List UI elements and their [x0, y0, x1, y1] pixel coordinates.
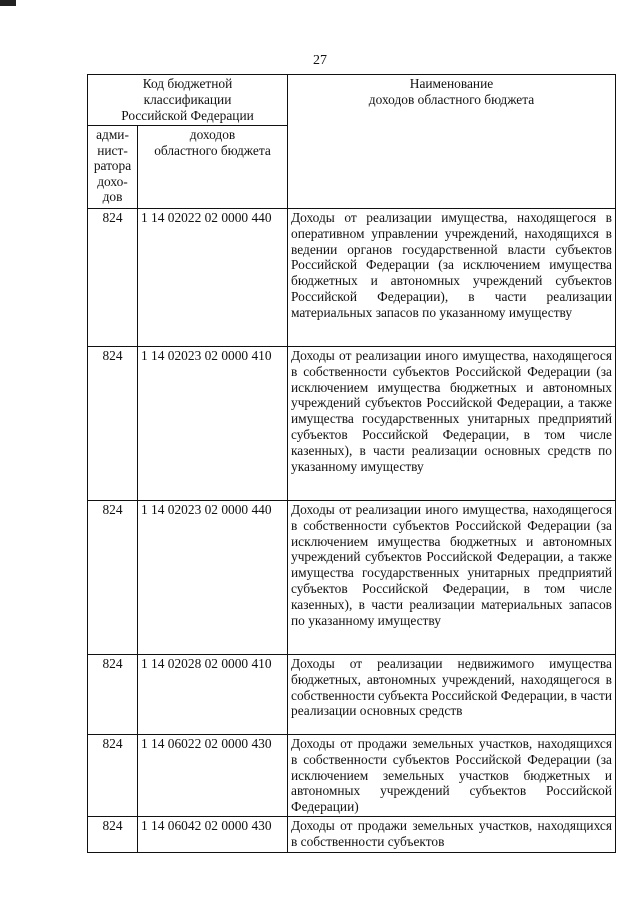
- income-code-cell: 1 14 02023 02 0000 410: [138, 347, 288, 501]
- income-name-cell: Доходы от продажи земельных участков, находящихся в собственности субъектов: [288, 816, 616, 852]
- income-name-cell: Доходы от продажи земельных участков, находящихся в собственности субъектов Российской Федерации (за исключением земельных участков бюджетных и автономных учреждений субъектов Российской Федерации): [288, 735, 616, 817]
- header-administrator: адми- нист- ратора дохо- дов: [88, 126, 138, 209]
- table-header-row: [88, 75, 616, 126]
- admin-code-cell: 824: [88, 347, 138, 501]
- scan-mark: [0, 0, 16, 6]
- income-code-cell: 1 14 06022 02 0000 430: [138, 735, 288, 817]
- header-name: Наименование доходов областного бюджета: [288, 75, 616, 209]
- income-code-cell: 1 14 02028 02 0000 410: [138, 655, 288, 735]
- admin-code-cell: 824: [88, 655, 138, 735]
- income-code-cell: 1 14 06042 02 0000 430: [138, 816, 288, 852]
- admin-code-cell: 824: [88, 735, 138, 817]
- table-row: [88, 816, 616, 852]
- table-row: [88, 655, 616, 735]
- page-number: 27: [313, 53, 327, 68]
- income-code-cell: 1 14 02022 02 0000 440: [138, 209, 288, 347]
- admin-code-cell: 824: [88, 209, 138, 347]
- budget-classification-table: [87, 74, 616, 853]
- table-row: [88, 209, 616, 347]
- income-name-cell: Доходы от реализации иного имущества, находящегося в собственности субъектов Российской Федерации (за исключением имущества бюджетных и автономных учреждений субъектов Российской Федерации, а также имущества государственных унитарных предприятий субъектов Российской Федерации, в том числе казенных), в части реализации основных средств по указанному имуществу: [288, 347, 616, 501]
- header-income: доходов областного бюджета: [138, 126, 288, 209]
- admin-code-cell: 824: [88, 501, 138, 655]
- admin-code-cell: 824: [88, 816, 138, 852]
- header-code-group: Код бюджетной классификации Российской Федерации: [88, 75, 288, 126]
- income-name-cell: Доходы от реализации недвижимого имущества бюджетных, автономных учреждений, находящегося в собственности субъекта Российской Федерации, в части реализации основных средств: [288, 655, 616, 735]
- table-row: [88, 347, 616, 501]
- income-code-cell: 1 14 02023 02 0000 440: [138, 501, 288, 655]
- income-name-cell: Доходы от реализации иного имущества, находящегося в собственности субъектов Российской Федерации (за исключением имущества бюджетных и автономных учреждений субъектов Российской Федерации, а также имущества государственных унитарных предприятий субъектов Российской Федерации, в том числе казенных), в части реализации материальных запасов по указанному имуществу: [288, 501, 616, 655]
- income-name-cell: Доходы от реализации имущества, находящегося в оперативном управлении учреждений, находящихся в ведении органов государственной власти субъектов Российской Федерации (за исключением имущества бюджетных и автономных учреждений субъектов Российской Федерации), в части реализации материальных запасов по указанному имуществу: [288, 209, 616, 347]
- table-row: [88, 501, 616, 655]
- table-row: [88, 735, 616, 817]
